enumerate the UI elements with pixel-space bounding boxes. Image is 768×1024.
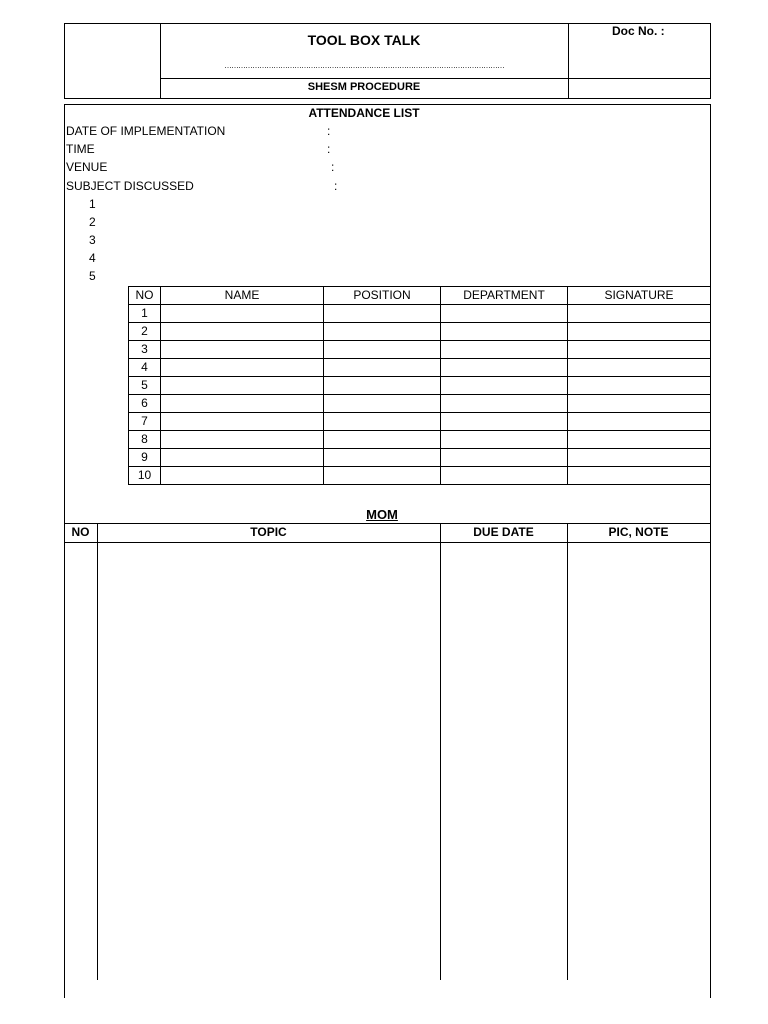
name-cell[interactable] — [161, 341, 324, 359]
mom-header-bottom-border — [64, 542, 711, 543]
header-subtitle-divider — [160, 78, 711, 79]
table-row — [129, 431, 711, 449]
position-cell[interactable] — [324, 305, 441, 323]
department-cell[interactable] — [441, 395, 568, 413]
table-row — [129, 467, 711, 485]
subject-number: 1 — [89, 197, 96, 211]
date-of-implementation-colon: : — [327, 124, 331, 138]
mom-header-topic: TOPIC — [250, 525, 287, 539]
name-cell[interactable] — [161, 305, 324, 323]
signature-cell[interactable] — [568, 323, 711, 341]
row-number: 9 — [129, 449, 161, 467]
mom-header-pic-note: PIC, NOTE — [608, 525, 669, 539]
attendance-heading: ATTENDANCE LIST — [308, 106, 420, 120]
col-header-department: DEPARTMENT — [441, 287, 568, 305]
table-row — [129, 305, 711, 323]
form-title: TOOL BOX TALK — [307, 32, 421, 48]
subject-number: 5 — [89, 269, 96, 283]
frame-left-border — [64, 104, 65, 998]
frame-top-border — [64, 104, 711, 105]
subject-number: 3 — [89, 233, 96, 247]
venue-label: VENUE — [66, 160, 108, 174]
row-number: 7 — [129, 413, 161, 431]
row-number: 4 — [129, 359, 161, 377]
row-number: 10 — [129, 467, 161, 485]
attendance-table — [128, 286, 711, 485]
position-cell[interactable] — [324, 467, 441, 485]
name-cell[interactable] — [161, 323, 324, 341]
table-row — [129, 413, 711, 431]
table-row — [129, 395, 711, 413]
signature-cell[interactable] — [568, 305, 711, 323]
table-row — [129, 341, 711, 359]
department-cell[interactable] — [441, 323, 568, 341]
table-row — [129, 323, 711, 341]
department-cell[interactable] — [441, 449, 568, 467]
signature-cell[interactable] — [568, 413, 711, 431]
signature-cell[interactable] — [568, 341, 711, 359]
department-cell[interactable] — [441, 359, 568, 377]
department-cell[interactable] — [441, 413, 568, 431]
header-docno-divider — [568, 23, 569, 99]
time-label: TIME — [66, 142, 95, 156]
name-cell[interactable] — [161, 395, 324, 413]
signature-cell[interactable] — [568, 449, 711, 467]
mom-header-due-date: DUE DATE — [473, 525, 534, 539]
col-header-signature: SIGNATURE — [568, 287, 711, 305]
name-cell[interactable] — [161, 377, 324, 395]
doc-no-label: Doc No. : — [612, 24, 665, 38]
subject-discussed-colon: : — [334, 179, 338, 193]
department-cell[interactable] — [441, 467, 568, 485]
signature-cell[interactable] — [568, 431, 711, 449]
row-number: 3 — [129, 341, 161, 359]
mom-header-top-border — [64, 523, 711, 524]
position-cell[interactable] — [324, 341, 441, 359]
name-cell[interactable] — [161, 467, 324, 485]
col-header-position: POSITION — [324, 287, 441, 305]
department-cell[interactable] — [441, 305, 568, 323]
mom-col-divider-topic — [440, 523, 441, 980]
position-cell[interactable] — [324, 413, 441, 431]
department-cell[interactable] — [441, 377, 568, 395]
mom-col-divider-duedate — [567, 523, 568, 980]
position-cell[interactable] — [324, 395, 441, 413]
signature-cell[interactable] — [568, 467, 711, 485]
time-colon: : — [327, 142, 331, 156]
name-cell[interactable] — [161, 359, 324, 377]
mom-header-no: NO — [71, 525, 90, 539]
col-header-name: NAME — [161, 287, 324, 305]
attendance-header-row — [129, 287, 711, 305]
mom-heading: MOM — [366, 507, 398, 522]
title-dotted-line: ………………………………………………………………………………………………………… — [224, 61, 504, 70]
position-cell[interactable] — [324, 449, 441, 467]
col-header-no: NO — [129, 287, 161, 305]
table-row — [129, 359, 711, 377]
department-cell[interactable] — [441, 431, 568, 449]
name-cell[interactable] — [161, 413, 324, 431]
subject-discussed-label: SUBJECT DISCUSSED — [66, 179, 194, 193]
row-number: 5 — [129, 377, 161, 395]
row-number: 6 — [129, 395, 161, 413]
mom-col-divider-no — [97, 523, 98, 980]
subject-number: 4 — [89, 251, 96, 265]
row-number: 2 — [129, 323, 161, 341]
signature-cell[interactable] — [568, 359, 711, 377]
table-row — [129, 449, 711, 467]
position-cell[interactable] — [324, 377, 441, 395]
subject-number: 2 — [89, 215, 96, 229]
position-cell[interactable] — [324, 323, 441, 341]
department-cell[interactable] — [441, 341, 568, 359]
frame-right-border — [710, 104, 711, 998]
position-cell[interactable] — [324, 359, 441, 377]
signature-cell[interactable] — [568, 377, 711, 395]
date-of-implementation-label: DATE OF IMPLEMENTATION — [66, 124, 226, 138]
name-cell[interactable] — [161, 431, 324, 449]
table-row — [129, 377, 711, 395]
procedure-subtitle: SHESM PROCEDURE — [307, 81, 421, 93]
signature-cell[interactable] — [568, 395, 711, 413]
venue-colon: : — [331, 160, 335, 174]
position-cell[interactable] — [324, 431, 441, 449]
name-cell[interactable] — [161, 449, 324, 467]
row-number: 1 — [129, 305, 161, 323]
row-number: 8 — [129, 431, 161, 449]
